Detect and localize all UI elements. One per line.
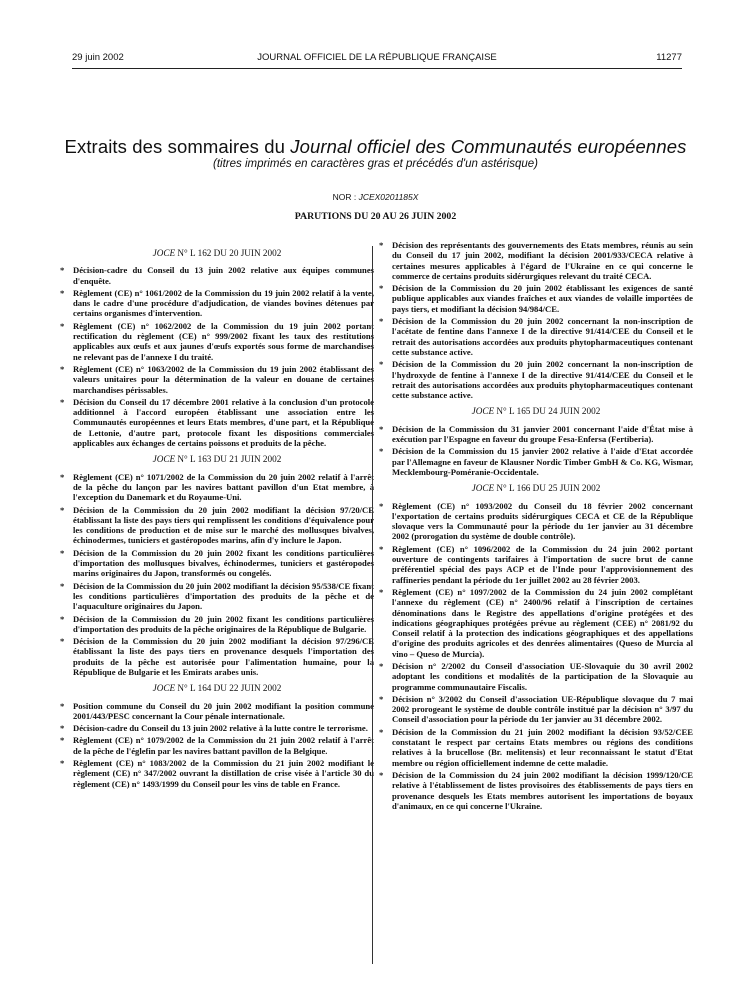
asterisk-marker: *: [60, 636, 65, 647]
asterisk-marker: *: [379, 316, 384, 327]
summary-entry: [60, 758, 374, 789]
joce-section-heading: [60, 683, 374, 693]
summary-entry: [379, 770, 693, 811]
joce-label: JOCE: [152, 454, 176, 465]
summary-entry: [60, 701, 374, 722]
asterisk-marker: *: [379, 543, 384, 554]
entry-text: Décision du Conseil du 17 décembre 2001 relative à la conclusion d'un protocole additionnel à l'accord européen établissant une association entre les Communautés européennes et leurs Etats membres, d'une part, et la République de Lettonie, d'autre part, protocole fixant les dispositions commerciales applicables aux échanges de certains poissons et produits de la pêche.: [73, 396, 374, 449]
entry-text: Décision de la Commission du 31 janvier 2001 concernant l'aide d'État mise à exécution par l'Espagne en faveur du groupe Fesa-Enfersa (Fertiberia).: [392, 423, 693, 445]
joce-section-heading: [60, 454, 374, 464]
asterisk-marker: *: [379, 359, 384, 370]
entry-text: Décision de la Commission du 21 juin 2002 modifiant la décision 93/52/CEE constatant le respect par certains Etats membres ou régions des conditions relatives à la brucellose (Br. melitensis) et leur reconnaissant le statut d'Etat membre ou région officiellement indemne de cette maladie.: [392, 726, 693, 768]
summary-entry: [379, 544, 693, 585]
entry-text: Règlement (CE) n° 1079/2002 de la Commission du 21 juin 2002 relatif à l'arrêt de la pêche de l'églefin par les navires battant pavillon de la Belgique.: [73, 735, 374, 756]
asterisk-marker: *: [60, 613, 65, 624]
asterisk-marker: *: [60, 287, 65, 298]
joce-section-heading: [379, 483, 693, 493]
asterisk-marker: *: [60, 320, 65, 331]
asterisk-marker: *: [60, 758, 65, 769]
page-subtitle: (titres imprimés en caractères gras et précédés d'un astérisque): [213, 158, 538, 170]
parutions-heading: PARUTIONS DU 20 AU 26 JUIN 2002: [294, 211, 457, 222]
nor-label: NOR :: [332, 192, 359, 202]
summary-entry: [60, 288, 374, 319]
asterisk-marker: *: [60, 547, 65, 558]
summary-entry: [379, 283, 693, 314]
summary-entry: [60, 636, 374, 677]
entry-text: Règlement (CE) n° 1083/2002 de la Commission du 21 juin 2002 modifiant le règlement (CE) n° 347/2002 ouvrant la distillation de crise visée à l'article 30 du règlement (CE) n° 1493/1999 du Conseil pour les vins de table en France.: [73, 758, 374, 789]
entry-text: Décision de la Commission du 20 juin 2002 fixant les conditions particulières d'importation des mollusques bivalves, échinodermes, tuniciers et gastéropodes marins originaires du Japon, transformés ou congelés.: [73, 547, 374, 579]
asterisk-marker: *: [379, 283, 384, 294]
nor-value: JCEX0201185X: [358, 192, 419, 202]
joce-label: JOCE: [471, 406, 495, 417]
column-divider: [372, 246, 373, 964]
entry-text: Règlement (CE) n° 1096/2002 de la Commission du 24 juin 2002 portant ouverture de contingents tarifaires à l'importation de sucre brut de canne préférentiel spécial des pays ACP et de l'Inde pour l'approvisionnement des raffineries pendant la période du 1er juillet 2002 au 28 février 2003.: [392, 543, 693, 585]
asterisk-marker: *: [379, 726, 384, 737]
summary-entry: [60, 614, 374, 635]
entry-text: Décision de la Commission du 15 janvier 2002 relative à l'aide d'Etat accordée par l'Allemagne en faveur de Klausner Nordic Timber GmbH & Co. KG, Wismar, Mecklembourg-Poméranie-Occidentale.: [392, 446, 693, 477]
entry-text: Décision de la Commission du 20 juin 2002 concernant la non-inscription de l'acétate de fentine dans l'annexe I de la directive 91/414/CEE du Conseil et le retrait des autorisations accordées aux produits phytopharmaceutiques contenant cette substance active.: [392, 316, 693, 357]
summary-entry: [60, 397, 374, 448]
title-journal: Journal officiel des Communautés européennes: [290, 136, 687, 157]
page-title: [0, 136, 751, 158]
asterisk-marker: *: [379, 693, 384, 704]
summary-entry: [60, 581, 374, 612]
asterisk-marker: *: [60, 471, 65, 482]
joce-issue-ref: N° L 166 DU 25 JUIN 2002: [494, 483, 601, 494]
summary-entry: [379, 501, 693, 542]
joce-label: JOCE: [152, 683, 176, 694]
summary-entry: [60, 265, 374, 286]
asterisk-marker: *: [60, 723, 65, 734]
summary-entry: [60, 548, 374, 579]
entry-text: Règlement (CE) n° 1062/2002 de la Commission du 19 juin 2002 portant rectification du règlement (CE) n° 999/2002 fixant les taux des restitutions applicables aux œufs et aux jaunes d'œufs exportés sous forme de marchandises ne relevant pas de l'annexe I du traité.: [73, 320, 374, 362]
asterisk-marker: *: [60, 735, 65, 746]
summary-entry: [60, 505, 374, 546]
summary-entry: [60, 472, 374, 503]
running-header: [72, 52, 682, 69]
left-column: [60, 242, 374, 791]
entry-text: Décision de la Commission du 20 juin 2002 concernant la non-inscription de l'hydroxyde de fentine à l'annexe I de la directive 91/414/CEE du Conseil et le retrait des autorisations accordées aux produits phytopharmaceutiques contenant cette substance active.: [392, 359, 693, 401]
asterisk-marker: *: [60, 504, 65, 515]
entry-text: Décision de la Commission du 20 juin 2002 modifiant la décision 97/296/CE établissant la liste des pays tiers en provenance desquels l'importation des produits de la pêche est autorisée pour l'alimentation humaine, pour la République de Bulgarie et les Emirats arabes unis.: [73, 636, 374, 677]
entry-text: Règlement (CE) n° 1063/2002 de la Commission du 19 juin 2002 établissant des valeurs unitaires pour la détermination de la valeur en douane de certaines marchandises périssables.: [73, 363, 374, 395]
summary-entry: [379, 359, 693, 400]
entry-text: Décision-cadre du Conseil du 13 juin 2002 relative à la lutte contre le terrorisme.: [73, 723, 368, 734]
summary-entry: [60, 364, 374, 395]
summary-entry: [60, 321, 374, 362]
joce-issue-ref: N° L 163 DU 21 JUIN 2002: [175, 454, 282, 465]
summary-entry: [379, 694, 693, 725]
entry-text: Règlement (CE) n° 1093/2002 du Conseil du 18 février 2002 concernant l'exportation de certains produits sidérurgiques CECA et CE de la République slovaque vers la Communauté pour la période du 1er janvier au 31 décembre 2002 (prorogation du système de double contrôle).: [392, 500, 693, 542]
entry-text: Décision de la Commission du 20 juin 2002 fixant les conditions particulières d'importation des produits de la pêche originaires de la République de Bulgarie.: [73, 613, 374, 634]
asterisk-marker: *: [379, 240, 384, 250]
summary-entry: [379, 316, 693, 357]
entry-text: Règlement (CE) n° 1061/2002 de la Commission du 19 juin 2002 relatif à la vente, dans le cadre d'une procédure d'adjudication, de viandes bovines détenues par certains organismes d'intervention.: [73, 287, 374, 319]
header-page-number: 11277: [656, 52, 682, 63]
asterisk-marker: *: [60, 363, 65, 374]
joce-section-heading: [60, 248, 374, 258]
entry-text: Décision de la Commission du 20 juin 2002 modifiant la décision 97/20/CE établissant la liste des pays tiers qui remplissent les conditions d'équivalence pour les conditions de production et de mise sur le marché des mollusques bivalves, échinodermes, tuniciers et gastéropodes marins, afin d'y inclure le Japon.: [73, 504, 374, 546]
entry-text: Décision de la Commission du 20 juin 2002 établissant les exigences de santé publique applicables aux viandes fraîches et aux viandes de volaille importées de pays tiers, et modifiant la décision 94/984/CE.: [392, 283, 693, 314]
summary-entry: [60, 735, 374, 756]
summary-entry: [379, 727, 693, 768]
entry-text: Décision de la Commission du 20 juin 2002 modifiant la décision 95/538/CE fixant les conditions particulières d'importation des produits de la pêche et de l'aquaculture originaires du Japon.: [73, 580, 374, 612]
asterisk-marker: *: [379, 423, 384, 434]
joce-section-heading: [379, 406, 693, 416]
right-column: [379, 240, 693, 813]
asterisk-marker: *: [379, 586, 384, 597]
asterisk-marker: *: [60, 700, 65, 711]
asterisk-marker: *: [379, 660, 384, 671]
entry-text: Règlement (CE) n° 1097/2002 de la Commission du 24 juin 2002 complétant l'annexe du règlement (CE) n° 2400/96 relatif à l'inscription de certaines dénominations dans le Registre des appellations d'origine protégées et des indications géographiques protégées prévue au règlement (CEE) n° 2081/92 du Conseil relatif à la protection des indications géographiques et des appellations d'origine des produits agricoles et des denrées alimentaires (Queso de Murcia al vino – Queso de Murcia).: [392, 586, 693, 659]
summary-entry: [379, 240, 693, 281]
entry-text: Règlement (CE) n° 1071/2002 de la Commission du 20 juin 2002 relatif à l'arrêt de la pêche du lançon par les navires battant pavillon d'un Etat membre, à l'exception du Danemark et du Royaume-Uni.: [73, 471, 374, 503]
header-date: 29 juin 2002: [72, 52, 124, 63]
summary-entry: [60, 723, 374, 733]
entry-text: Position commune du Conseil du 20 juin 2002 modifiant la position commune 2001/443/PESC concernant la Cour pénale internationale.: [73, 700, 374, 721]
header-journal-name: JOURNAL OFFICIEL DE LA RÉPUBLIQUE FRANÇAISE: [257, 52, 497, 63]
joce-issue-ref: N° L 162 DU 20 JUIN 2002: [175, 248, 282, 258]
joce-label: JOCE: [152, 248, 176, 258]
title-prefix: Extraits des sommaires du: [64, 136, 291, 157]
summary-entry: [379, 424, 693, 445]
entry-text: Décision n° 3/2002 du Conseil d'association UE-République slovaque du 7 mai 2002 prorogeant le système de double contrôle institué par la décision n° 3/97 du Conseil d'association pour la période du 1er janvier au 31 décembre 2002.: [392, 693, 693, 725]
summary-entry: [379, 661, 693, 692]
asterisk-marker: *: [60, 396, 65, 407]
entry-text: Décision n° 2/2002 du Conseil d'association UE-Slovaquie du 30 avril 2002 adoptant les conditions et modalités de la participation de la Slovaquie au programme communautaire Fiscalis.: [392, 660, 693, 692]
asterisk-marker: *: [60, 265, 65, 276]
summary-entry: [379, 446, 693, 477]
joce-issue-ref: N° L 164 DU 22 JUIN 2002: [175, 683, 282, 694]
asterisk-marker: *: [379, 769, 384, 780]
joce-issue-ref: N° L 165 DU 24 JUIN 2002: [494, 406, 601, 417]
entry-text: Décision de la Commission du 24 juin 2002 modifiant la décision 1999/120/CE relative à l'établissement de listes provisoires des établissements de pays tiers en provenance desquels les Etats membres autorisent les importations de boyaux d'animaux, en ce qui concerne l'Ukraine.: [392, 769, 693, 811]
asterisk-marker: *: [379, 500, 384, 511]
entry-text: Décision-cadre du Conseil du 13 juin 2002 relative aux équipes communes d'enquête.: [73, 265, 374, 286]
summary-entry: [379, 587, 693, 659]
asterisk-marker: *: [60, 580, 65, 591]
asterisk-marker: *: [379, 446, 384, 457]
joce-label: JOCE: [471, 483, 495, 494]
entry-text: Décision des représentants des gouvernements des Etats membres, réunis au sein du Conseil du 17 juin 2002, modifiant la décision 2001/933/CECA relative à certaines mesures applicables à l'égard de l'Ukraine en ce qui concerne le commerce de certains produits sidérurgiques relevant du traité CECA.: [392, 240, 693, 281]
nor-reference: [0, 192, 751, 202]
